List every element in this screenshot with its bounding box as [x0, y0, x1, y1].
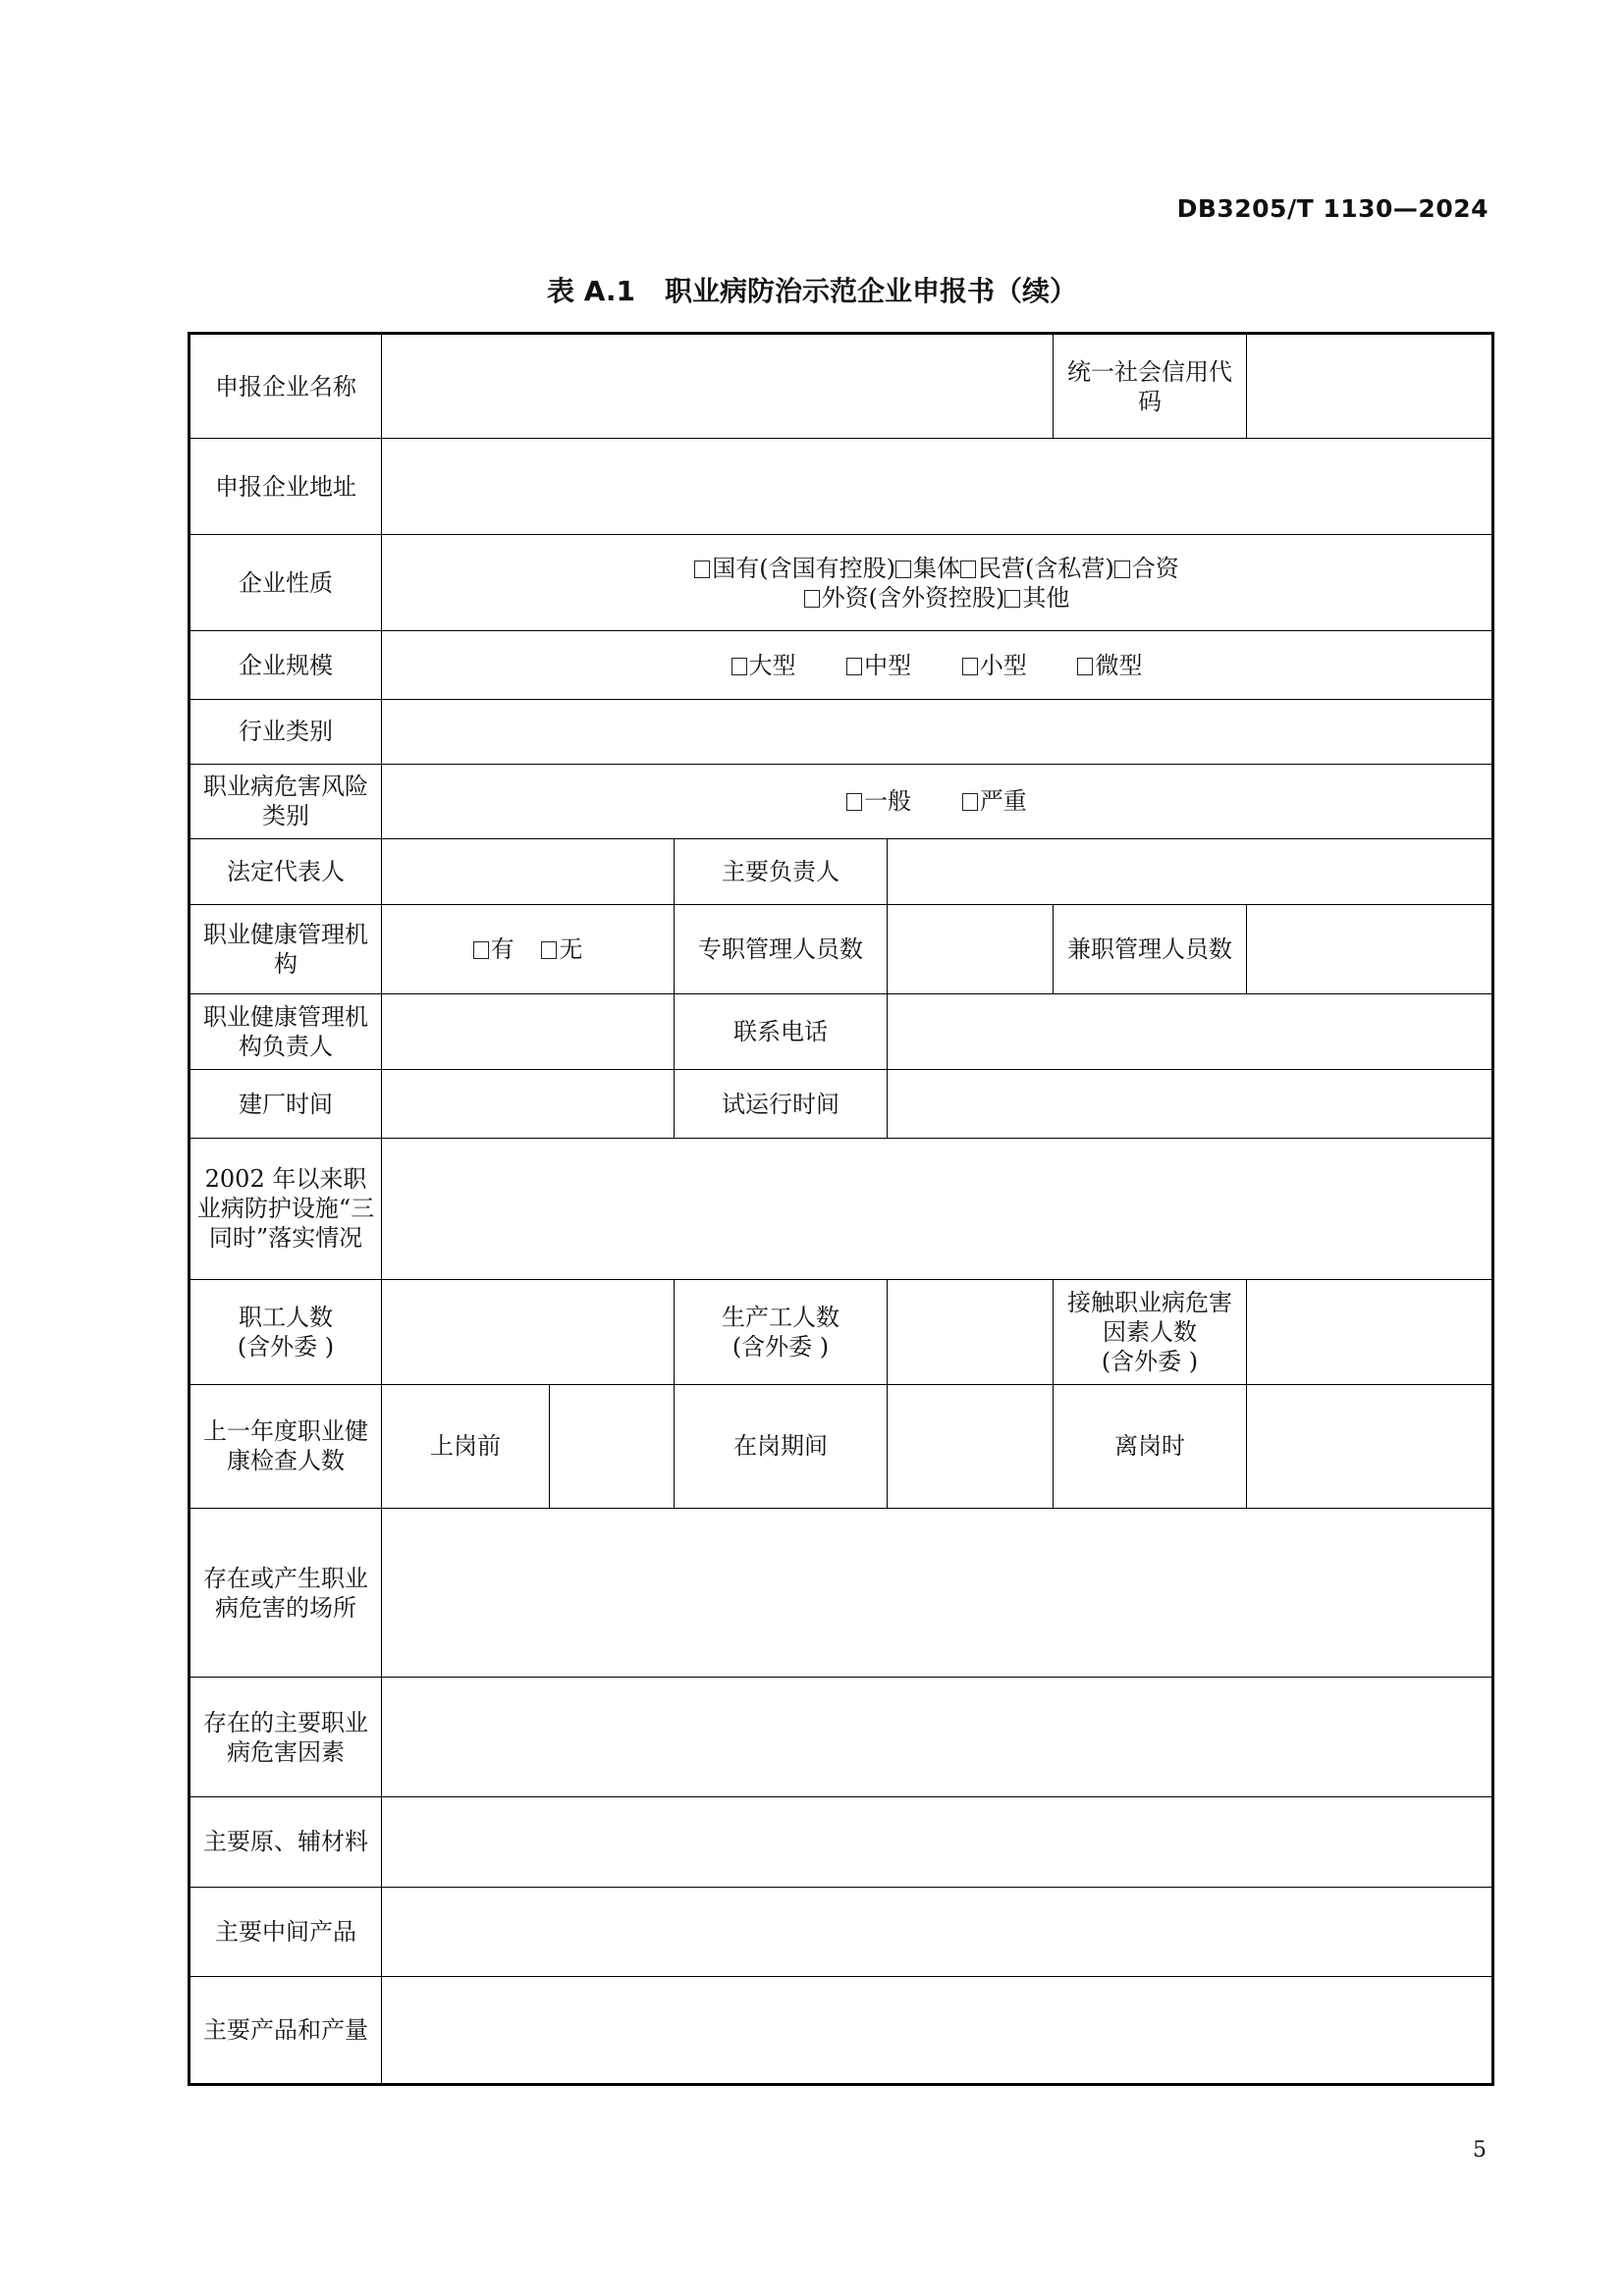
checkbox-icon — [541, 941, 557, 959]
checkbox-icon — [1004, 590, 1020, 608]
checkbox-icon — [731, 658, 747, 675]
checkbox-icon — [895, 561, 911, 578]
table-title-text: 职业病防治示范企业申报书（续） — [665, 275, 1078, 307]
label-phone: 联系电话 — [675, 994, 888, 1070]
row-materials — [189, 1797, 1493, 1887]
row-nature — [189, 535, 1493, 631]
factors-field[interactable] — [382, 1678, 1493, 1797]
exposed-field[interactable] — [1247, 1279, 1493, 1384]
document-code: DB3205/T 1130—2024 — [1176, 194, 1489, 223]
scale-option[interactable]: 小型 — [962, 652, 1027, 679]
address-field[interactable] — [382, 439, 1493, 535]
checkbox-icon — [694, 561, 710, 578]
row-scale — [189, 631, 1493, 699]
phone-field[interactable] — [888, 994, 1493, 1070]
industry-field[interactable] — [382, 699, 1493, 764]
risk-option[interactable]: 一般 — [846, 787, 911, 815]
nature-option[interactable]: 国有(含国有控股) — [694, 555, 895, 582]
row-company-name — [189, 334, 1493, 439]
scale-option[interactable]: 中型 — [846, 652, 911, 679]
credit-code-field[interactable] — [1247, 334, 1493, 439]
nature-options — [382, 535, 1493, 631]
places-field[interactable] — [382, 1508, 1493, 1677]
exam-pre-field[interactable] — [550, 1384, 675, 1508]
row-times — [189, 1070, 1493, 1139]
label-health-exam: 上一年度职业健康检查人数 — [189, 1384, 382, 1508]
checkbox-icon — [846, 658, 862, 675]
row-risk — [189, 764, 1493, 838]
label-org-head: 职业健康管理机构负责人 — [189, 994, 382, 1070]
application-form-table — [188, 332, 1494, 2086]
label-staff: 职工人数 (含外委 ) — [189, 1279, 382, 1384]
row-org-head — [189, 994, 1493, 1070]
label-risk: 职业病危害风险类别 — [189, 764, 382, 838]
label-intermediates: 主要中间产品 — [189, 1887, 382, 1976]
principal-field[interactable] — [888, 838, 1493, 904]
staff-field[interactable] — [382, 1279, 675, 1384]
label-exam-post: 离岗时 — [1054, 1384, 1247, 1508]
risk-option[interactable]: 严重 — [962, 787, 1027, 815]
org-options — [382, 904, 675, 993]
page-number: 5 — [1473, 2138, 1487, 2163]
label-exam-during: 在岗期间 — [675, 1384, 888, 1508]
label-parttime: 兼职管理人员数 — [1054, 904, 1247, 993]
label-org: 职业健康管理机构 — [189, 904, 382, 993]
trial-time-field[interactable] — [888, 1070, 1493, 1139]
nature-option[interactable]: 民营(含私营) — [960, 555, 1114, 582]
checkbox-icon — [1077, 658, 1093, 675]
row-places — [189, 1508, 1493, 1677]
row-industry — [189, 699, 1493, 764]
scale-options — [382, 631, 1493, 699]
prod-staff-field[interactable] — [888, 1279, 1054, 1384]
checkbox-icon — [804, 590, 820, 608]
label-prod-staff: 生产工人数 (含外委 ) — [675, 1279, 888, 1384]
row-address — [189, 439, 1493, 535]
checkbox-icon — [962, 793, 978, 811]
label-legal-rep: 法定代表人 — [189, 838, 382, 904]
parttime-field[interactable] — [1247, 904, 1493, 993]
nature-option[interactable]: 合资 — [1114, 555, 1179, 582]
row-intermediates — [189, 1887, 1493, 1976]
checkbox-icon — [960, 561, 976, 578]
row-headcount — [189, 1279, 1493, 1384]
label-scale: 企业规模 — [189, 631, 382, 699]
label-places: 存在或产生职业病危害的场所 — [189, 1508, 382, 1677]
row-factors — [189, 1678, 1493, 1797]
scale-option[interactable]: 微型 — [1077, 652, 1142, 679]
label-company-name: 申报企业名称 — [189, 334, 382, 439]
row-health-exam — [189, 1384, 1493, 1508]
table-number: 表 A.1 — [546, 275, 636, 307]
row-representatives — [189, 838, 1493, 904]
nature-option[interactable]: 集体 — [895, 555, 960, 582]
fulltime-field[interactable] — [888, 904, 1054, 993]
checkbox-icon — [473, 941, 489, 959]
label-build-time: 建厂时间 — [189, 1070, 382, 1139]
checkbox-icon — [846, 793, 862, 811]
build-time-field[interactable] — [382, 1070, 675, 1139]
intermediates-field[interactable] — [382, 1887, 1493, 1976]
materials-field[interactable] — [382, 1797, 1493, 1887]
company-name-field[interactable] — [382, 334, 1054, 439]
label-trial-time: 试运行时间 — [675, 1070, 888, 1139]
label-industry: 行业类别 — [189, 699, 382, 764]
row-org — [189, 904, 1493, 993]
nature-option[interactable]: 外资(含外资控股) — [804, 584, 1005, 612]
label-credit-code: 统一社会信用代码 — [1054, 334, 1247, 439]
label-factors: 存在的主要职业病危害因素 — [189, 1678, 382, 1797]
label-address: 申报企业地址 — [189, 439, 382, 535]
label-products: 主要产品和产量 — [189, 1976, 382, 2084]
label-materials: 主要原、辅材料 — [189, 1797, 382, 1887]
label-principal: 主要负责人 — [675, 838, 888, 904]
label-fulltime: 专职管理人员数 — [675, 904, 888, 993]
three-simultaneous-field[interactable] — [382, 1139, 1493, 1279]
org-option[interactable]: 有 — [473, 935, 514, 963]
exam-during-field[interactable] — [888, 1384, 1054, 1508]
label-exam-pre: 上岗前 — [382, 1384, 550, 1508]
row-three-simultaneous — [189, 1139, 1493, 1279]
row-products — [189, 1976, 1493, 2084]
table-title — [0, 270, 1624, 309]
label-nature: 企业性质 — [189, 535, 382, 631]
scale-option[interactable]: 大型 — [731, 652, 796, 679]
label-exposed: 接触职业病危害因素人数 (含外委 ) — [1054, 1279, 1247, 1384]
checkbox-icon — [962, 658, 978, 675]
checkbox-icon — [1114, 561, 1130, 578]
exam-post-field[interactable] — [1247, 1384, 1493, 1508]
label-three-simultaneous: 2002 年以来职业病防护设施“三同时”落实情况 — [189, 1139, 382, 1279]
risk-options — [382, 764, 1493, 838]
legal-rep-field[interactable] — [382, 838, 675, 904]
products-field[interactable] — [382, 1976, 1493, 2084]
org-head-field[interactable] — [382, 994, 675, 1070]
org-option[interactable]: 无 — [541, 935, 582, 963]
nature-option[interactable]: 其他 — [1004, 584, 1069, 612]
